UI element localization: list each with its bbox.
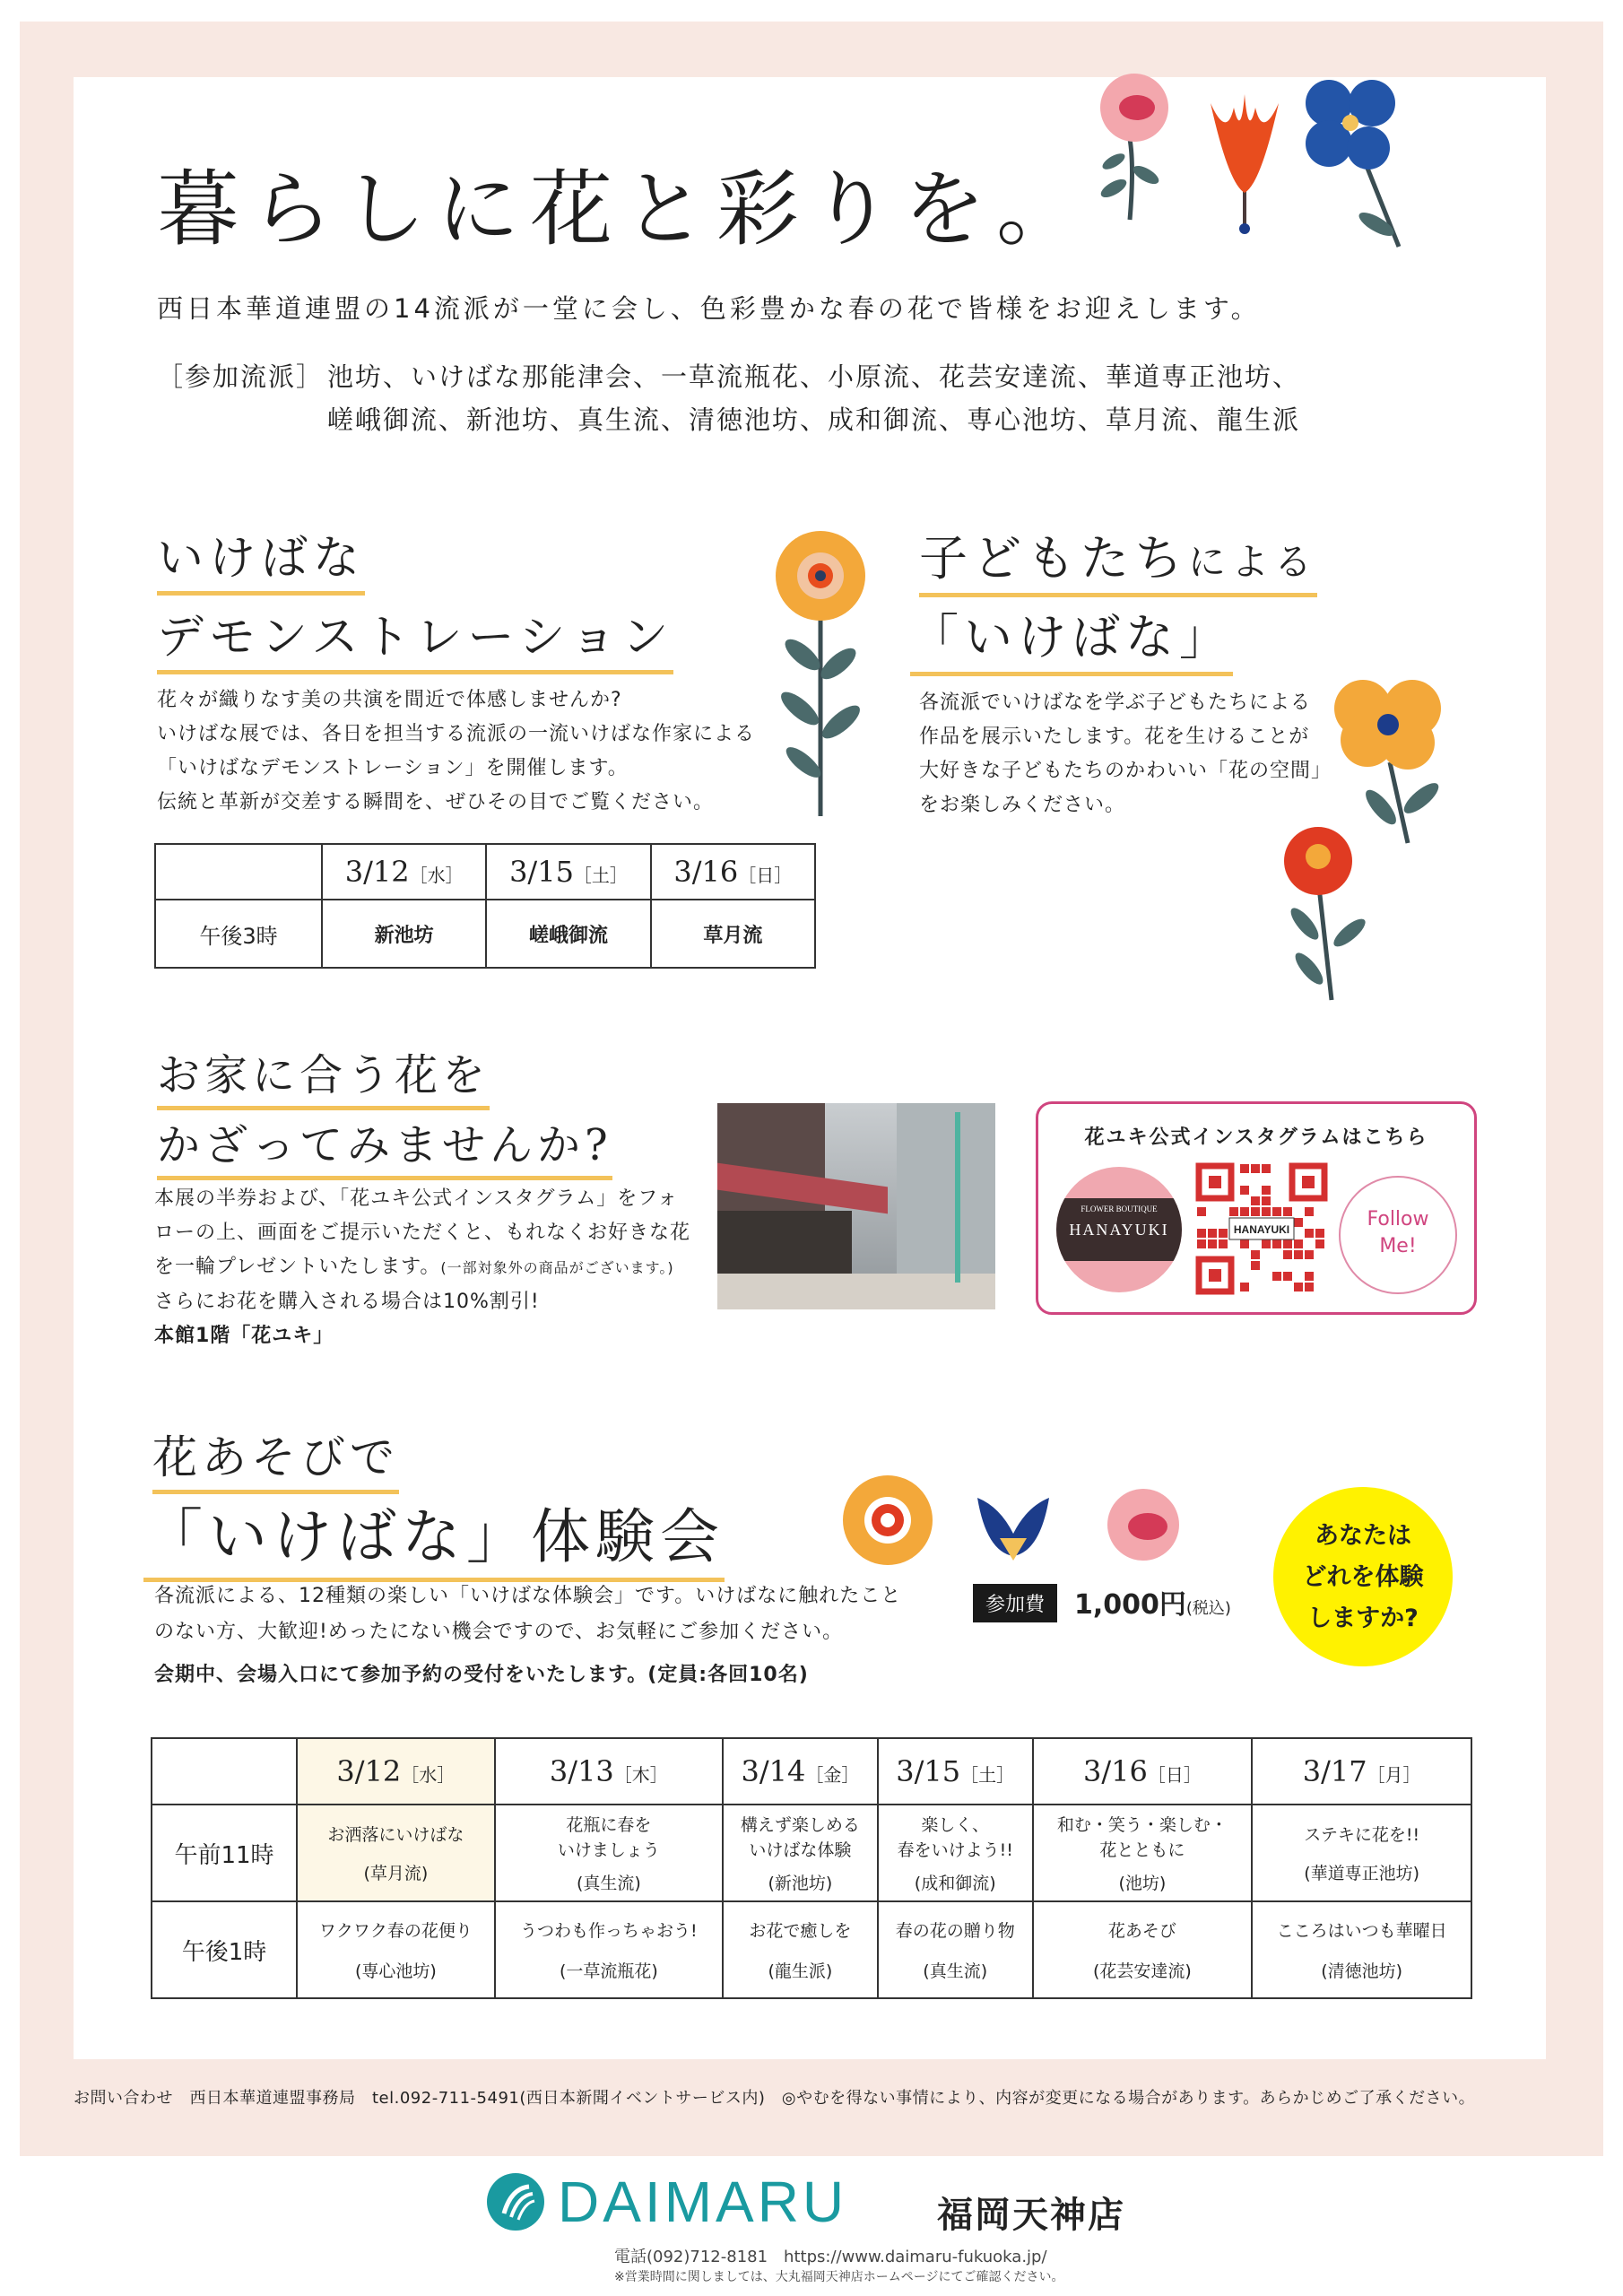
fee-label: 参加費	[973, 1584, 1057, 1622]
contact-info: お問い合わせ 西日本華道連盟事務局 tel.092-711-5491(西日本新聞イベントサービス内) ◎やむを得ない事情により、内容が変更になる場合があります。あらかじめご了承ください。	[74, 2089, 1476, 2108]
schools-line-2: 嵯峨御流、新池坊、真生流、清徳池坊、成和御流、専心池坊、草月流、龍生派	[327, 404, 1301, 435]
orange-ring-flower-icon	[843, 1475, 933, 1565]
table-row	[152, 1805, 1471, 1901]
workshop-title-2: 「いけばな」体験会	[143, 1489, 725, 1582]
demo-cell-1: 新池坊	[322, 900, 486, 968]
store-name: 福岡天神店	[937, 2195, 1125, 2236]
workshop-flowers-illustration	[834, 1471, 1211, 1596]
demo-date-1: 3/12［水］	[322, 844, 486, 900]
workshop-cell: お洒落にいけばな (草月流)	[297, 1805, 495, 1901]
fee-value: 1,000円(税込)	[1074, 1589, 1231, 1621]
workshop-date-5: 3/16［日］	[1033, 1738, 1253, 1805]
instagram-card[interactable]	[1036, 1101, 1477, 1315]
daimaru-mark-icon	[484, 2170, 547, 2233]
question-bubble: あなたは どれを体験 しますか?	[1273, 1487, 1453, 1666]
workshop-date-3: 3/14［金］	[723, 1738, 878, 1805]
table-corner-cell	[152, 1738, 297, 1805]
red-flower-icon	[1284, 827, 1369, 1000]
workshop-cell: 構えず楽しめる いけばな体験 (新池坊)	[723, 1805, 878, 1901]
home-title-1: お家に合う花を	[157, 1040, 490, 1110]
workshop-cell: ステキに花を!! (華道専正池坊)	[1252, 1805, 1471, 1901]
workshop-title-1: 花あそびで	[152, 1422, 399, 1494]
demo-body: 花々が織りなす美の共演を間近で体感しませんか? いけばな展では、各日を担当する流派の一流いけばな作家による 「いけばなデモンストレーション」を開催します。 伝統と革新が交差する瞬間を、ぜひその目でご覧ください。	[157, 689, 756, 813]
instagram-title: 花ユキ公式インスタグラムはこちら	[1084, 1126, 1428, 1149]
page-title: 暮らしに花と彩りを。	[157, 161, 1090, 257]
demo-title-2: デモンストレーション	[157, 599, 673, 674]
header-flowers-illustration	[1094, 67, 1542, 265]
qr-code-icon[interactable]	[1195, 1162, 1328, 1295]
kids-title-1: 子どもたちによる	[919, 520, 1317, 597]
demo-title-1: いけばな	[157, 520, 365, 596]
store-note: ※営業時間に関しましては、大丸福岡天神店ホームページにてご確認ください。	[614, 2270, 1064, 2284]
workshop-cell: うつわも作っちゃおう! (一草流瓶花)	[495, 1901, 723, 1998]
workshop-date-1: 3/12［水］	[297, 1738, 495, 1805]
lead-text: 西日本華道連盟の14流派が一堂に会し、色彩豊かな春の花で皆様をお迎えします。	[157, 293, 1261, 324]
shop-photo	[717, 1103, 995, 1309]
home-title-2: かざってみませんか?	[157, 1110, 612, 1180]
workshop-cell: 楽しく、 春をいけよう!! (成和御流)	[878, 1805, 1033, 1901]
row-label-am: 午前11時	[152, 1805, 297, 1901]
workshop-cell: 春の花の贈り物 (真生流)	[878, 1901, 1033, 1998]
yellow-flower-icon	[771, 529, 870, 816]
workshop-date-4: 3/15［土］	[878, 1738, 1033, 1805]
schools-line-1: 池坊、いけばな那能津会、一草流瓶花、小原流、花芸安達流、華道専正池坊、	[327, 361, 1301, 392]
blue-flower-icon	[1306, 80, 1399, 247]
workshop-cell: 花瓶に春を いけましょう (真生流)	[495, 1805, 723, 1901]
store-phone[interactable]: 電話(092)712-8181 https://www.daimaru-fukuoka.jp/	[614, 2248, 1047, 2266]
home-body: 本展の半券および、「花ユキ公式インスタグラム」をフォ ローの上、画面をご提示いただくと、もれなくお好きな花 を一輪プレゼントいたします。(一部対象外の商品がございます。) さらにお花を購入される場合は10%割引! 本館1階「花ユキ」	[154, 1182, 690, 1353]
demo-row-label: 午後3時	[155, 900, 322, 968]
qr-label: HANAYUKI	[1233, 1223, 1290, 1236]
blue-bud-icon	[977, 1498, 1049, 1561]
red-tulip-icon	[1211, 94, 1279, 234]
workshop-date-2: 3/13［木］	[495, 1738, 723, 1805]
workshop-cell: こころはいつも華曜日 (清徳池坊)	[1252, 1901, 1471, 1998]
workshop-schedule-table	[151, 1737, 1472, 1999]
workshop-cell: 和む・笑う・楽しむ・ 花とともに (池坊)	[1033, 1805, 1253, 1901]
table-corner-cell	[155, 844, 322, 900]
kids-title-2: 「いけばな」	[910, 599, 1233, 676]
follow-me-button[interactable]: Follow Me!	[1339, 1176, 1457, 1294]
kids-body: 各流派でいけばなを学ぶ子どもたちによる 作品を展示いたします。花を生けることが 大好きな子どもたちのかわいい「花の空間」 をお楽しみください。	[919, 691, 1332, 816]
orange-flower-icon	[1334, 680, 1443, 843]
workshop-cell: お花で癒しを (龍生派)	[723, 1901, 878, 1998]
demo-date-2: 3/15［土］	[486, 844, 650, 900]
kids-flowers-illustration	[1264, 664, 1497, 1004]
brand-name: DAIMARU	[558, 2170, 848, 2234]
shop-avatar: FLOWER BOUTIQUE HANAYUKI	[1056, 1167, 1182, 1292]
schools-label: ［参加流派］	[157, 361, 325, 392]
workshop-cell: ワクワク春の花便り (専心池坊)	[297, 1901, 495, 1998]
demo-schedule-table	[154, 843, 816, 969]
home-location: 本館1階「花ユキ」	[154, 1325, 334, 1347]
workshop-cell: 花あそび (花芸安達流)	[1033, 1901, 1253, 1998]
demo-date-3: 3/16［日］	[651, 844, 815, 900]
pink-round-flower-icon	[1107, 1489, 1179, 1561]
workshop-notice: 会期中、会場入口にて参加予約の受付をいたします。(定員:各回10名)	[154, 1664, 809, 1686]
pink-flower-icon	[1098, 74, 1168, 220]
demo-cell-3: 草月流	[651, 900, 815, 968]
row-label-pm: 午後1時	[152, 1901, 297, 1998]
workshop-body: 各流派による、12種類の楽しい「いけばな体験会」です。いけばなに触れたこと のない方、大歓迎!めったにない機会ですので、お気軽にご参加ください。	[154, 1585, 902, 1643]
demo-cell-2: 嵯峨御流	[486, 900, 650, 968]
table-row	[152, 1901, 1471, 1998]
workshop-date-6: 3/17［月］	[1252, 1738, 1471, 1805]
